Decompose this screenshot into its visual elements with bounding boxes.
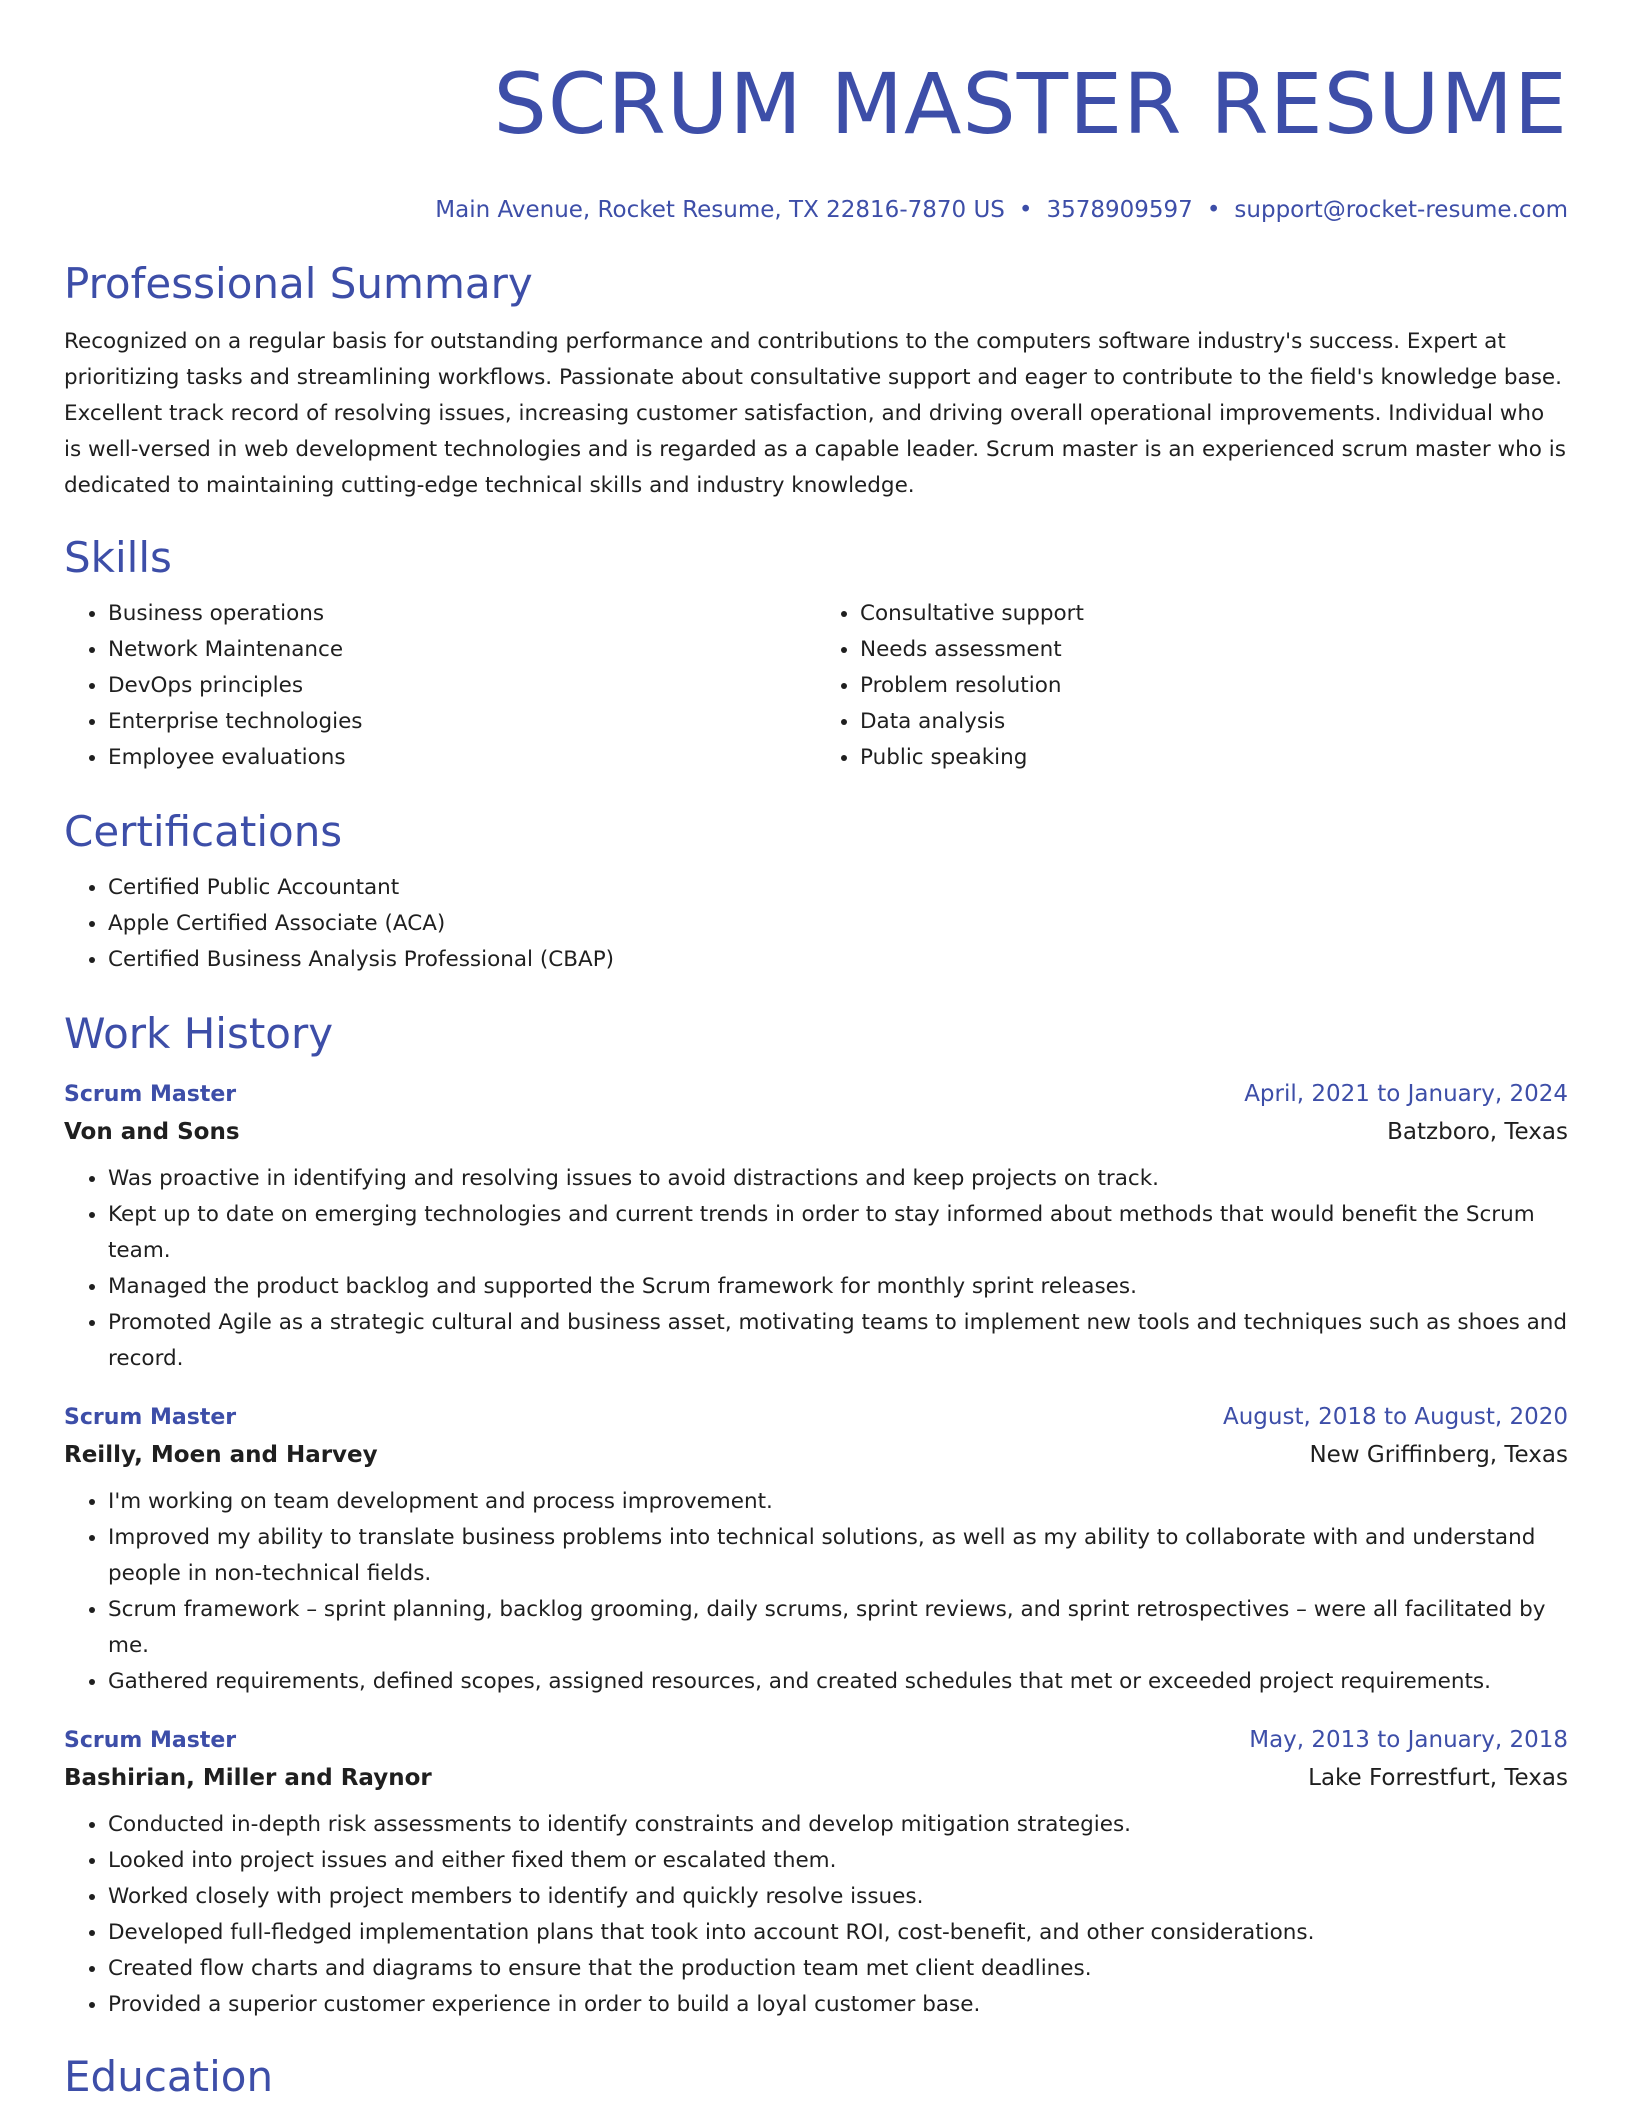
job-header-row bbox=[64, 1076, 1568, 1113]
job-company: Bashirian, Miller and Raynor bbox=[64, 1765, 432, 1791]
certifications-heading: Certifications bbox=[64, 807, 343, 856]
job-bullet: • Developed full-fledged implementation plans that took into account ROI, cost-benefit, and other considerations. bbox=[108, 1915, 1568, 1951]
job-bullet: • Scrum framework – sprint planning, backlog grooming, daily scrums, sprint reviews, and sprint retrospectives – were all facilitated by me. bbox=[108, 1592, 1568, 1664]
job-bullets bbox=[64, 1161, 1568, 1377]
contact-phone: 3578909597 bbox=[1046, 197, 1193, 223]
job-bullet: • Created flow charts and diagrams to ensure that the production team met client deadlines. bbox=[108, 1951, 1568, 1987]
certification-item: • Certified Business Analysis Professional (CBAP) bbox=[108, 942, 1568, 978]
job-dates: April, 2021 to January, 2024 bbox=[1244, 1081, 1568, 1107]
summary-text: Recognized on a regular basis for outstanding performance and contributions to the computers software industry's success. Expert at prioritizing tasks and streamlining workflows. Passionate about consultative support and eager to contribute to the field's knowledge base. Excellent track record of resolving issues, increasing customer satisfaction, and driving overall operational improvements. Individual who is well-versed in web development technologies and is regarded as a capable leader. Scrum master is an experienced scrum master who is dedicated to maintaining cutting-edge technical skills and industry knowledge. bbox=[64, 329, 1566, 498]
job-bullet: • Was proactive in identifying and resolving issues to avoid distractions and keep projects on track. bbox=[108, 1161, 1568, 1197]
contact-separator: • bbox=[1206, 197, 1221, 223]
job-company: Von and Sons bbox=[64, 1119, 240, 1145]
job-header-row bbox=[64, 1399, 1568, 1436]
job-bullet: • I'm working on team development and process improvement. bbox=[108, 1484, 1568, 1520]
skill-item: • DevOps principles bbox=[108, 668, 816, 704]
skill-item: • Data analysis bbox=[860, 704, 1568, 740]
job-company-row bbox=[64, 1436, 1568, 1474]
skill-item: • Employee evaluations bbox=[108, 740, 816, 776]
skill-item: • Public speaking bbox=[860, 740, 1568, 776]
job-dates: May, 2013 to January, 2018 bbox=[1249, 1727, 1568, 1753]
job-entry bbox=[64, 1722, 1568, 2023]
contact-line bbox=[64, 194, 1568, 226]
certification-item: • Certified Public Accountant bbox=[108, 870, 1568, 906]
job-bullet: • Promoted Agile as a strategic cultural and business asset, motivating teams to implement new tools and techniques such as shoes and record. bbox=[108, 1305, 1568, 1377]
job-dates: August, 2018 to August, 2020 bbox=[1223, 1404, 1568, 1430]
skill-item: • Needs assessment bbox=[860, 632, 1568, 668]
job-bullet: • Gathered requirements, defined scopes, assigned resources, and created schedules that met or exceeded project requirements. bbox=[108, 1664, 1568, 1700]
job-location: Batzboro, Texas bbox=[1387, 1119, 1568, 1145]
job-header-row bbox=[64, 1722, 1568, 1759]
skills-heading: Skills bbox=[64, 533, 172, 582]
job-bullets bbox=[64, 1807, 1568, 2023]
job-location: Lake Forrestfurt, Texas bbox=[1308, 1765, 1568, 1791]
skill-item: • Problem resolution bbox=[860, 668, 1568, 704]
job-bullet: • Kept up to date on emerging technologies and current trends in order to stay informed about methods that would benefit the Scrum team. bbox=[108, 1197, 1568, 1269]
contact-email[interactable]: support@rocket-resume.com bbox=[1234, 197, 1568, 223]
job-entry bbox=[64, 1399, 1568, 1700]
contact-address: Main Avenue, Rocket Resume, TX 22816-7870 US bbox=[435, 197, 1005, 223]
job-bullet: • Worked closely with project members to identify and quickly resolve issues. bbox=[108, 1879, 1568, 1915]
skills-grid bbox=[64, 596, 1568, 776]
job-company: Reilly, Moen and Harvey bbox=[64, 1442, 378, 1468]
certifications-list bbox=[64, 870, 1568, 978]
job-company-row bbox=[64, 1113, 1568, 1151]
skill-item: • Business operations bbox=[108, 596, 816, 632]
skill-item: • Consultative support bbox=[860, 596, 1568, 632]
work-history-heading: Work History bbox=[64, 1009, 334, 1058]
skill-item: • Network Maintenance bbox=[108, 632, 816, 668]
contact-separator: • bbox=[1018, 197, 1033, 223]
job-bullet: • Looked into project issues and either fixed them or escalated them. bbox=[108, 1843, 1568, 1879]
skills-list-left bbox=[64, 596, 816, 776]
certification-item: • Apple Certified Associate (ACA) bbox=[108, 906, 1568, 942]
summary-heading: Professional Summary bbox=[64, 259, 533, 308]
job-bullet: • Provided a superior customer experience in order to build a loyal customer base. bbox=[108, 1987, 1568, 2023]
job-title: Scrum Master bbox=[64, 1728, 237, 1753]
skill-item: • Enterprise technologies bbox=[108, 704, 816, 740]
job-title: Scrum Master bbox=[64, 1082, 237, 1107]
job-bullets bbox=[64, 1484, 1568, 1700]
job-company-row bbox=[64, 1759, 1568, 1797]
job-entry bbox=[64, 1076, 1568, 1377]
job-bullet: • Improved my ability to translate business problems into technical solutions, as well as my ability to collaborate with and understand people in non-technical fields. bbox=[108, 1520, 1568, 1592]
job-bullet: • Conducted in-depth risk assessments to identify constraints and develop mitigation strategies. bbox=[108, 1807, 1568, 1843]
job-bullet: • Managed the product backlog and supported the Scrum framework for monthly sprint releases. bbox=[108, 1269, 1568, 1305]
job-title: Scrum Master bbox=[64, 1405, 237, 1430]
education-heading: Education bbox=[64, 2052, 274, 2101]
resume-title: SCRUM MASTER RESUME bbox=[493, 55, 1568, 153]
job-location: New Griffinberg, Texas bbox=[1309, 1442, 1568, 1468]
skills-list-right bbox=[816, 596, 1568, 776]
